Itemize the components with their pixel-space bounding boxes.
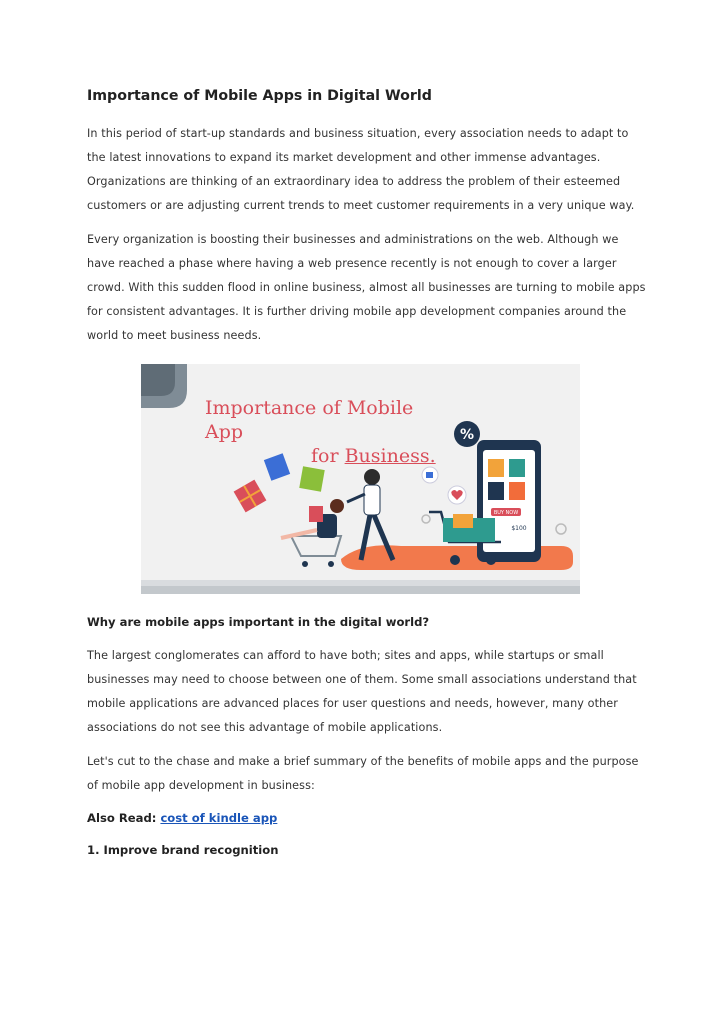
section-subheading: Why are mobile apps important in the digital world? [87, 615, 430, 629]
section-heading-1: 1. Improve brand recognition [87, 843, 279, 857]
figure-title-underlined: Business. [344, 445, 436, 467]
article-title: Importance of Mobile Apps in Digital World [87, 88, 432, 104]
woman-cart-icon [281, 499, 344, 567]
paragraph-web-presence: Every organization is boosting their businesses and administrations on the web. Although we have reached a phase where having a web presence recently is not enough to cover a larger crowd. With this sudden flood in online business, almost all businesses are turning to mobile apps for consistent advantages. It is further driving mobile app development companies around the world to meet business needs. [87, 233, 646, 342]
figure-title-prefix: for [311, 445, 345, 467]
also-read [87, 808, 647, 828]
price-label: $100 [511, 525, 527, 532]
buy-now-label: BUY NOW [493, 510, 519, 516]
also-read-link[interactable]: cost of kindle app [160, 811, 278, 825]
illustration-figure [141, 364, 580, 594]
paragraph-intro: In this period of start-up standards and business situation, every association needs to adapt to the latest innovations to expand its market development and other immense advantages. Organizations are thinking of an extraordinary idea to address the problem of their esteemed customers or are adjusting current trends to meet customer requirements in a very unique way. [87, 127, 635, 212]
figure-title-line1: Importance of Mobile App [205, 397, 414, 443]
figure-title [205, 396, 445, 468]
article [87, 86, 647, 860]
figure-title-line2 [311, 444, 445, 468]
percent-symbol: % [459, 427, 475, 443]
also-read-label: Also Read: [87, 811, 161, 825]
paragraph-summary: Let's cut to the chase and make a brief summary of the benefits of mobile apps and the purpose of mobile app development in business: [87, 755, 639, 792]
man-figure-icon [347, 469, 393, 560]
paragraph-conglomerates: The largest conglomerates can afford to have both; sites and apps, while startups or small businesses may need to choose between one of them. Some small associations understand that mobile applications are advanced places for user questions and needs, however, many other associations do not see this advantage of mobile applications. [87, 649, 637, 734]
